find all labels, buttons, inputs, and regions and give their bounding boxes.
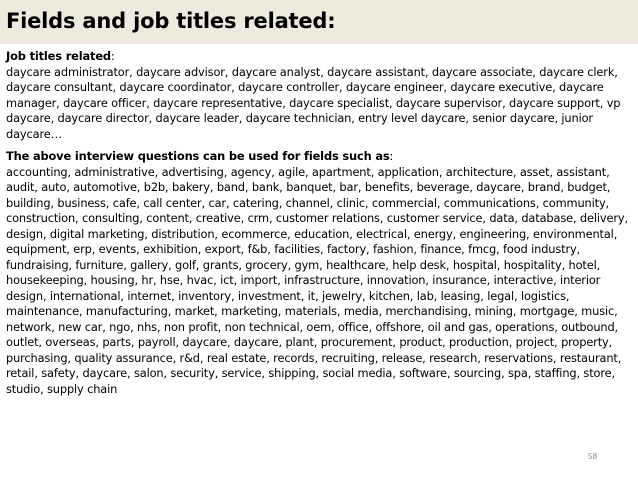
slide-content <box>6 49 632 397</box>
page-title: Fields and job titles related: <box>6 9 336 33</box>
job-titles-heading <box>6 49 632 65</box>
fields-heading-text: The above interview questions can be used for fields such as <box>6 149 390 163</box>
fields-section <box>6 149 632 397</box>
job-titles-list: daycare administrator, daycare advisor, daycare analyst, daycare assistant, daycare associate, daycare clerk, daycare consultant, daycare coordinator, daycare controller, daycare engineer, daycare executive, daycare manager, daycare officer, daycare representative, daycare specialist, daycare supervisor, daycare support, vp daycare, daycare director, daycare leader, daycare technician, entry level daycare, senior daycare, junior daycare… <box>6 64 621 141</box>
title-bar <box>0 0 638 44</box>
fields-list: accounting, administrative, advertising, agency, agile, apartment, application, architecture, asset, assistant, audit, auto, automotive, b2b, bakery, band, bank, banquet, bar, benefits, beverage, daycare, brand, budget, building, business, cafe, call center, car, catering, channel, clinic, commercial, communications, community, construction, consulting, content, creative, crm, customer relations, customer service, data, database, delivery, design, digital marketing, distribution, ecommerce, education, electrical, energy, engineering, environmental, equipment, erp, events, exhibition, export, f&b, facilities, factory, fashion, finance, fmcg, food industry, fundraising, furniture, gallery, golf, grants, grocery, gym, healthcare, help desk, hospital, hospitality, hotel, housekeeping, housing, hr, hse, hvac, ict, import, infrastructure, innovation, insurance, interactive, interior design, international, internet, inventory, investment, it, jewelry, kitchen, lab, leasing, legal, logistics, maintenance, manufacturing, market, marketing, materials, media, merchandising, mining, mortgage, music, network, new car, ngo, nhs, non profit, non technical, oem, office, offshore, oil and gas, operations, outbound, outlet, overseas, parts, payroll, daycare, daycare, plant, procurement, product, production, project, property, purchasing, quality assurance, r&d, real estate, records, recruiting, release, research, reservations, restaurant, retail, safety, daycare, salon, security, service, shipping, social media, software, sourcing, spa, staffing, store, studio, supply chain <box>6 164 628 396</box>
job-titles-section <box>6 49 632 142</box>
fields-heading-colon: : <box>389 149 394 163</box>
page-number: 58 <box>588 452 597 461</box>
fields-heading <box>6 149 632 165</box>
job-titles-heading-text: Job titles related <box>6 49 111 63</box>
job-titles-heading-colon: : <box>110 49 115 63</box>
